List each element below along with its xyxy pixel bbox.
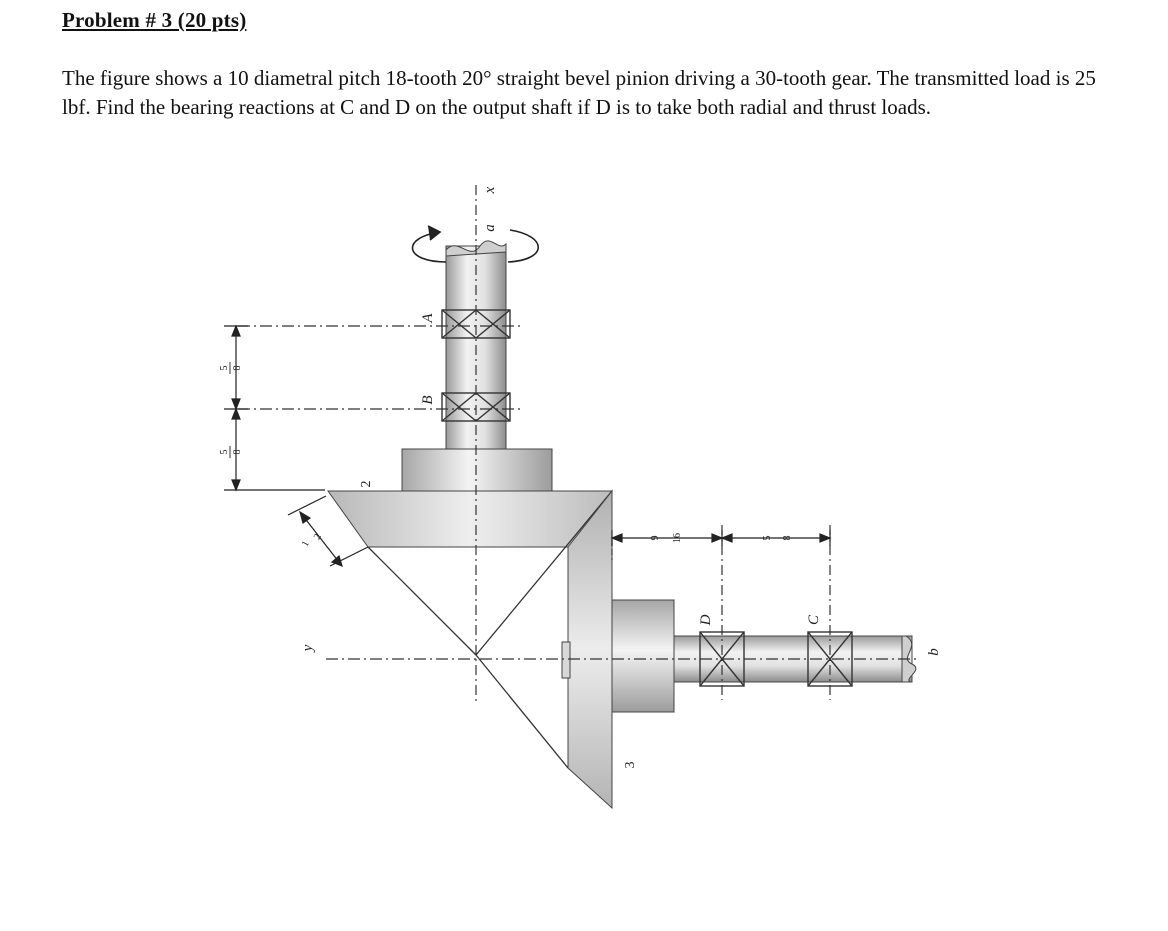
problem-title: Problem # 3 (20 pts) (62, 8, 247, 32)
svg-text:5: 5 (219, 365, 230, 371)
x-axis-label: x (482, 186, 498, 194)
svg-text:8: 8 (782, 535, 793, 541)
shaft-a-label: a (482, 224, 498, 232)
part-2-label: 2 (359, 480, 374, 488)
svg-text:5: 5 (219, 449, 230, 455)
pinion-hub (402, 449, 552, 491)
svg-text:1: 1 (299, 539, 312, 549)
shaft-b-label: b (926, 648, 942, 656)
dimension-face-width-text (300, 532, 324, 549)
svg-text:5: 5 (762, 535, 773, 541)
y-axis-label: y (300, 644, 316, 652)
gear-stub (562, 642, 570, 678)
bearing-a-label: A (420, 313, 436, 323)
gear-hub (612, 600, 674, 712)
bearing-b-label: B (420, 395, 436, 405)
svg-text:8: 8 (232, 365, 243, 371)
bearing-c-label: C (806, 614, 822, 626)
dimension-top-spacing (219, 362, 243, 374)
svg-text:2: 2 (311, 532, 324, 542)
dimension-bottom-spacing (219, 446, 243, 458)
gear-pitch-line (476, 655, 568, 768)
part-3-label: 3 (623, 761, 638, 769)
pinion-pitch-line-left (368, 547, 476, 655)
svg-text:8: 8 (232, 449, 243, 455)
dimension-left (224, 326, 325, 490)
bearing-d-label: D (698, 614, 714, 626)
gear-cone-face (568, 491, 612, 808)
svg-text:9: 9 (650, 535, 661, 541)
problem-statement: The figure shows a 10 diametral pitch 18-tooth 20° straight bevel pinion driving a 30-tooth gear. The transmitted load is 25 lbf. Find the bearing reactions at C and D on the output shaft if D is to take both radial and thrust loads. (62, 66, 1096, 119)
pinion-cone-face (328, 491, 612, 547)
svg-text:16: 16 (672, 533, 683, 543)
dimension-right (612, 530, 830, 546)
